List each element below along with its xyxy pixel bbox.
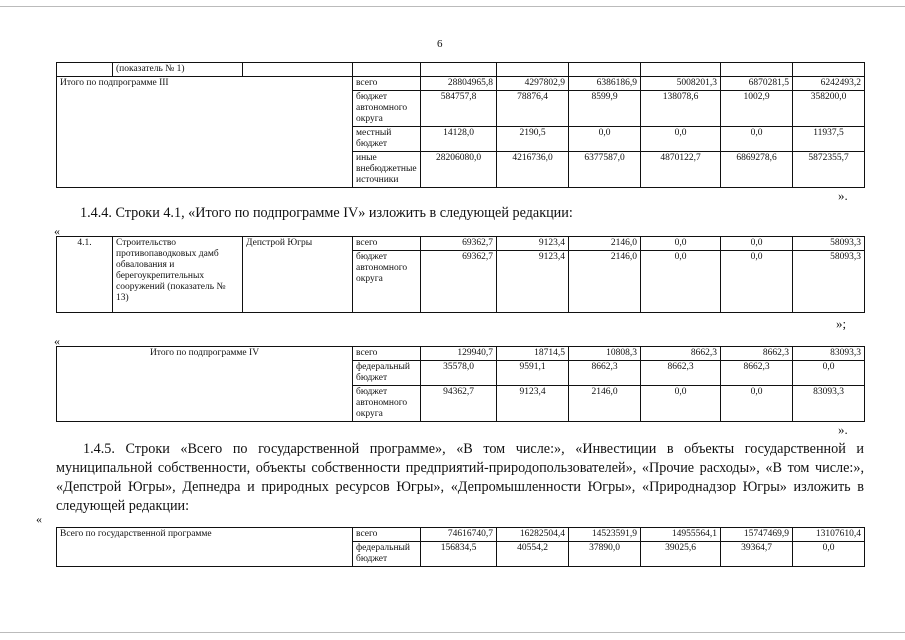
- value-cell: 18714,5: [497, 347, 569, 361]
- funding-source: иные внебюджетные источники: [353, 152, 421, 188]
- value-cell: 8662,3: [641, 347, 721, 361]
- value-cell: 9123,4: [497, 386, 569, 422]
- value-cell: 10808,3: [569, 347, 641, 361]
- value-cell: 14523591,9: [569, 528, 641, 542]
- value-cell: 14955564,1: [641, 528, 721, 542]
- value-cell: 83093,3: [793, 386, 865, 422]
- value-cell: 40554,2: [497, 542, 569, 567]
- value-cell: 0,0: [721, 251, 793, 313]
- funding-source: всего: [353, 77, 421, 91]
- value-cell: 0,0: [721, 386, 793, 422]
- funding-source: федеральный бюджет: [353, 542, 421, 567]
- table-row: [57, 77, 865, 91]
- value-cell: 8599,9: [569, 91, 641, 127]
- value-cell: 9591,1: [497, 361, 569, 386]
- value-cell: 37890,0: [569, 542, 641, 567]
- table-subprogram-4-total: [56, 346, 865, 422]
- value-cell: 2190,5: [497, 127, 569, 152]
- value-cell: 15747469,9: [721, 528, 793, 542]
- row-label: Итого по подпрограмме IV: [57, 347, 353, 422]
- value-cell: 28804965,8: [421, 77, 497, 91]
- funding-source: бюджет автономного округа: [353, 251, 421, 313]
- value-cell: 11937,5: [793, 127, 865, 152]
- executor: Депстрой Югры: [243, 237, 353, 313]
- value-cell: 8662,3: [721, 361, 793, 386]
- item-name: Строительство противопаводковых дамб обвалования и берегоукрепительных сооружений (показатель № 13): [113, 237, 243, 313]
- value-cell: 1002,9: [721, 91, 793, 127]
- value-cell: 5008201,3: [641, 77, 721, 91]
- paragraph-1-4-5: 1.4.5. Строки «Всего по государственной программе», «В том числе:», «Инвестиции в объекты государственной и муниципальной собственности, объекты собственности предприятий-природопользователей», «Прочие расходы», «В том числе:», «Депстрой Югры», Депнедра и природных ресурсов Югры», «Депромышленности Югры», «Природнадзор Югры» изложить в следующей редакции:: [56, 441, 864, 514]
- value-cell: 6386186,9: [569, 77, 641, 91]
- page-number: 6: [437, 38, 443, 50]
- funding-source: бюджет автономного округа: [353, 91, 421, 127]
- value-cell: 2146,0: [569, 251, 641, 313]
- table-subprogram-3-total: [56, 62, 865, 188]
- closing-quote: ».: [838, 422, 848, 437]
- value-cell: 0,0: [721, 127, 793, 152]
- value-cell: 129940,7: [421, 347, 497, 361]
- value-cell: 39364,7: [721, 542, 793, 567]
- value-cell: 9123,4: [497, 237, 569, 251]
- value-cell: 69362,7: [421, 237, 497, 251]
- value-cell: 0,0: [569, 127, 641, 152]
- value-cell: 94362,7: [421, 386, 497, 422]
- value-cell: 0,0: [641, 237, 721, 251]
- value-cell: 156834,5: [421, 542, 497, 567]
- value-cell: 8662,3: [569, 361, 641, 386]
- value-cell: 6242493,2: [793, 77, 865, 91]
- value-cell: 138078,6: [641, 91, 721, 127]
- value-cell: 78876,4: [497, 91, 569, 127]
- value-cell: 4216736,0: [497, 152, 569, 188]
- value-cell: 0,0: [641, 386, 721, 422]
- value-cell: 58093,3: [793, 251, 865, 313]
- funding-source: всего: [353, 528, 421, 542]
- table-row: [57, 528, 865, 542]
- scan-edge-bottom: [0, 632, 905, 633]
- value-cell: 8662,3: [721, 347, 793, 361]
- value-cell: 584757,8: [421, 91, 497, 127]
- value-cell: 35578,0: [421, 361, 497, 386]
- value-cell: 16282504,4: [497, 528, 569, 542]
- value-cell: 0,0: [793, 542, 865, 567]
- closing-quote: ».: [838, 188, 848, 203]
- value-cell: 0,0: [641, 127, 721, 152]
- value-cell: 74616740,7: [421, 528, 497, 542]
- value-cell: 6869278,6: [721, 152, 793, 188]
- table-row-4-1: [56, 236, 865, 313]
- value-cell: 28206080,0: [421, 152, 497, 188]
- scan-edge-top: [0, 6, 905, 7]
- value-cell: 2146,0: [569, 237, 641, 251]
- funding-source: всего: [353, 347, 421, 361]
- value-cell: 14128,0: [421, 127, 497, 152]
- value-cell: 0,0: [641, 251, 721, 313]
- value-cell: 0,0: [793, 361, 865, 386]
- value-cell: 13107610,4: [793, 528, 865, 542]
- value-cell: 4870122,7: [641, 152, 721, 188]
- funding-source: всего: [353, 237, 421, 251]
- closing-quote: »;: [836, 316, 847, 331]
- opening-quote: «: [36, 512, 42, 526]
- value-cell: 83093,3: [793, 347, 865, 361]
- table-row: [57, 347, 865, 361]
- value-cell: 9123,4: [497, 251, 569, 313]
- value-cell: 358200,0: [793, 91, 865, 127]
- funding-source: федеральный бюджет: [353, 361, 421, 386]
- item-number: 4.1.: [57, 237, 113, 313]
- value-cell: 39025,6: [641, 542, 721, 567]
- value-cell: 2146,0: [569, 386, 641, 422]
- indicator-note: (показатель № 1): [113, 63, 243, 77]
- opening-quote: «: [54, 224, 60, 238]
- row-label: Всего по государственной программе: [57, 528, 353, 567]
- value-cell: 58093,3: [793, 237, 865, 251]
- value-cell: 6870281,5: [721, 77, 793, 91]
- table-program-total: [56, 527, 865, 567]
- funding-source: бюджет автономного округа: [353, 386, 421, 422]
- paragraph-1-4-4: 1.4.4. Строки 4.1, «Итого по подпрограмме IV» изложить в следующей редакции:: [80, 205, 573, 221]
- table-row: [57, 237, 865, 251]
- value-cell: 5872355,7: [793, 152, 865, 188]
- row-label: Итого по подпрограмме III: [57, 77, 353, 188]
- funding-source: местный бюджет: [353, 127, 421, 152]
- value-cell: 0,0: [721, 237, 793, 251]
- opening-quote: «: [54, 334, 60, 348]
- value-cell: 6377587,0: [569, 152, 641, 188]
- value-cell: 4297802,9: [497, 77, 569, 91]
- value-cell: 8662,3: [641, 361, 721, 386]
- value-cell: 69362,7: [421, 251, 497, 313]
